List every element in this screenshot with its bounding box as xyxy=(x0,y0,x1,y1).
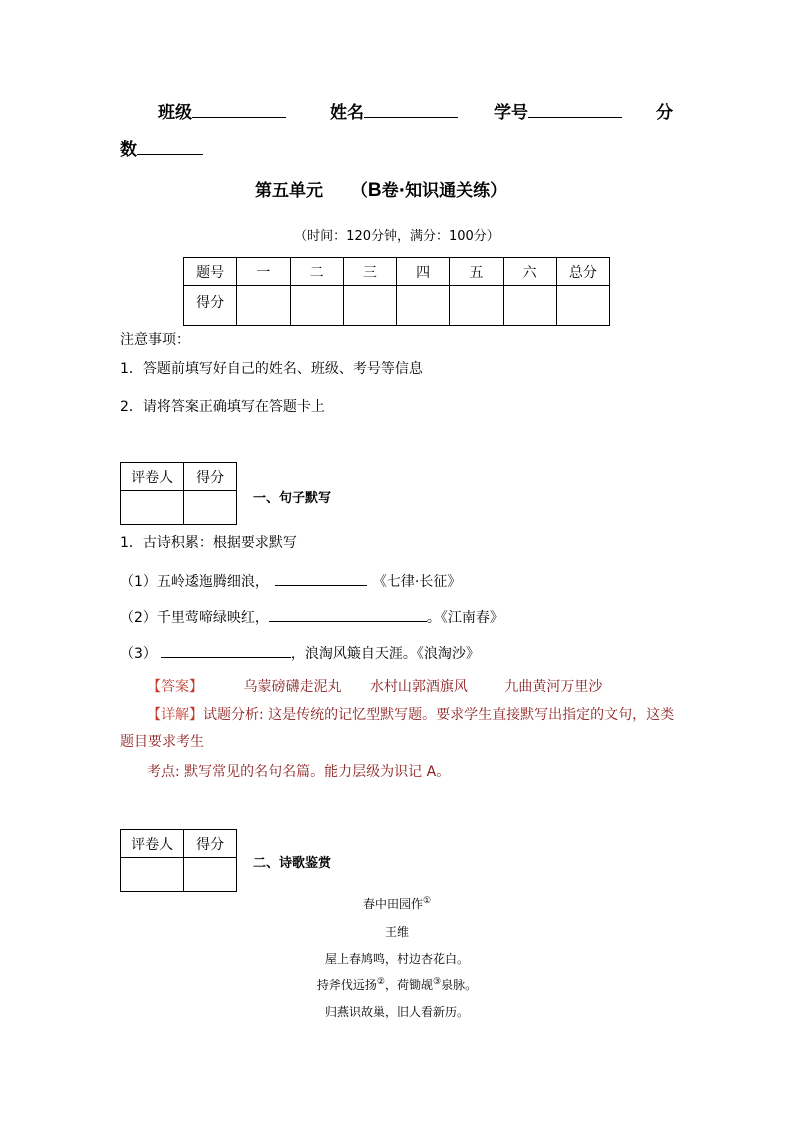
q1-prefix: （1）五岭逶迤腾细浪， xyxy=(120,574,269,590)
q2-suffix: 。《江南春》 xyxy=(426,610,504,626)
score-blank[interactable] xyxy=(137,138,203,155)
question-1 xyxy=(120,569,461,591)
id-field xyxy=(494,98,622,123)
q2-prefix: （2）千里莺啼绿映红， xyxy=(120,610,269,626)
poem-note-mark: ③ xyxy=(433,977,442,987)
section2-title: 二、诗歌鉴赏 xyxy=(253,856,332,871)
score-label-2: 数 xyxy=(120,140,137,160)
grader-name-cell[interactable] xyxy=(121,491,184,525)
score-header-cell: 五 xyxy=(450,258,503,286)
id-label: 学号 xyxy=(494,103,528,123)
detail-line-1 xyxy=(147,704,674,724)
score-cell[interactable] xyxy=(290,286,343,326)
grader-score-cell[interactable] xyxy=(184,858,237,892)
answer-item: 水村山郭酒旗风 xyxy=(369,679,468,695)
notes-heading: 注意事项： xyxy=(120,332,190,348)
poem-line2-a: 持斧伐远扬 xyxy=(316,978,377,992)
score-cell[interactable] xyxy=(343,286,396,326)
class-field xyxy=(158,98,286,123)
q1-suffix: 《七律·长征》 xyxy=(372,574,462,590)
grader-name-cell[interactable] xyxy=(121,858,184,892)
name-field xyxy=(330,98,458,123)
grader-score-cell[interactable] xyxy=(184,491,237,525)
score-cell[interactable] xyxy=(450,286,503,326)
answer-line xyxy=(147,676,602,696)
poem-line: 屋上春鸠鸣，村边杏花白。 xyxy=(324,952,469,966)
score-header-cell: 二 xyxy=(290,258,343,286)
title-sub-rest: 卷·知识通关练） xyxy=(381,181,508,201)
time-info: （时间：120分钟，满分：100分） xyxy=(294,229,500,244)
notes-item: 2．请将答案正确填写在答题卡上 xyxy=(120,399,325,415)
detail-line-2: 题目要求考生 xyxy=(120,734,204,750)
question-title: 1．古诗积累：根据要求默写 xyxy=(120,535,297,551)
question-2 xyxy=(120,605,504,627)
class-label: 班级 xyxy=(158,103,192,123)
poem-author: 王维 xyxy=(384,925,409,939)
grader-score-label: 得分 xyxy=(184,830,237,858)
score-cell[interactable] xyxy=(397,286,450,326)
grader-label: 评卷人 xyxy=(121,463,184,491)
q3-blank[interactable] xyxy=(161,641,291,658)
q3-prefix: （3） xyxy=(120,646,157,662)
grader-box xyxy=(120,829,237,892)
poem-title xyxy=(0,895,794,912)
class-blank[interactable] xyxy=(192,101,286,118)
q3-suffix: ，浪淘风簸自天涯。《浪淘沙》 xyxy=(290,646,480,662)
q1-blank[interactable] xyxy=(275,569,367,586)
name-label: 姓名 xyxy=(330,103,364,123)
grader-score-label: 得分 xyxy=(184,463,237,491)
question-3 xyxy=(120,641,480,663)
grader-label: 评卷人 xyxy=(121,830,184,858)
score-header-cell: 三 xyxy=(343,258,396,286)
poem-line2-b: ，荷锄觇 xyxy=(384,978,433,992)
score-header-cell: 总分 xyxy=(556,258,609,286)
poem-line xyxy=(0,976,794,993)
score-cell[interactable] xyxy=(237,286,290,326)
title-main: 第五单元 xyxy=(255,181,323,201)
answer-label: 【答案】 xyxy=(147,679,203,695)
score-header-cell: 题号 xyxy=(184,258,237,286)
detail-text: 试题分析: 这是传统的记忆型默写题。要求学生直接默写出指定的文句，这类 xyxy=(203,707,675,723)
poem-line: 归燕识故巢，旧人看新历。 xyxy=(324,1005,469,1019)
score-header-cell: 四 xyxy=(397,258,450,286)
score-field xyxy=(120,135,203,160)
name-blank[interactable] xyxy=(364,101,458,118)
id-blank[interactable] xyxy=(528,101,622,118)
poem-line2-c: 泉脉。 xyxy=(441,978,478,992)
page-title xyxy=(255,176,507,202)
poem-note-mark: ② xyxy=(376,977,385,987)
score-table xyxy=(183,257,610,326)
poem-note-mark: ① xyxy=(422,896,432,906)
notes-item: 1．答题前填写好自己的姓名、班级、考号等信息 xyxy=(120,361,423,377)
title-sub-open: （ xyxy=(350,181,368,201)
q2-blank[interactable] xyxy=(269,605,427,622)
answer-item: 九曲黄河万里沙 xyxy=(504,679,603,695)
answer-item: 乌蒙磅礴走泥丸 xyxy=(243,679,342,695)
score-cell[interactable] xyxy=(503,286,556,326)
score-cell[interactable] xyxy=(556,286,609,326)
grader-box xyxy=(120,462,237,525)
score-header-cell: 一 xyxy=(237,258,290,286)
section1-title: 一、句子默写 xyxy=(253,491,332,506)
title-sub-b: B xyxy=(367,180,382,201)
poem-title-text: 春中田园作 xyxy=(362,897,423,911)
kaodian-line: 考点: 默写常见的名句名篇。能力层级为识记 A。 xyxy=(147,764,451,780)
score-row-label: 得分 xyxy=(184,286,237,326)
detail-label: 【详解】 xyxy=(147,707,203,723)
score-header-cell: 六 xyxy=(503,258,556,286)
score-label-1: 分 xyxy=(656,103,673,123)
